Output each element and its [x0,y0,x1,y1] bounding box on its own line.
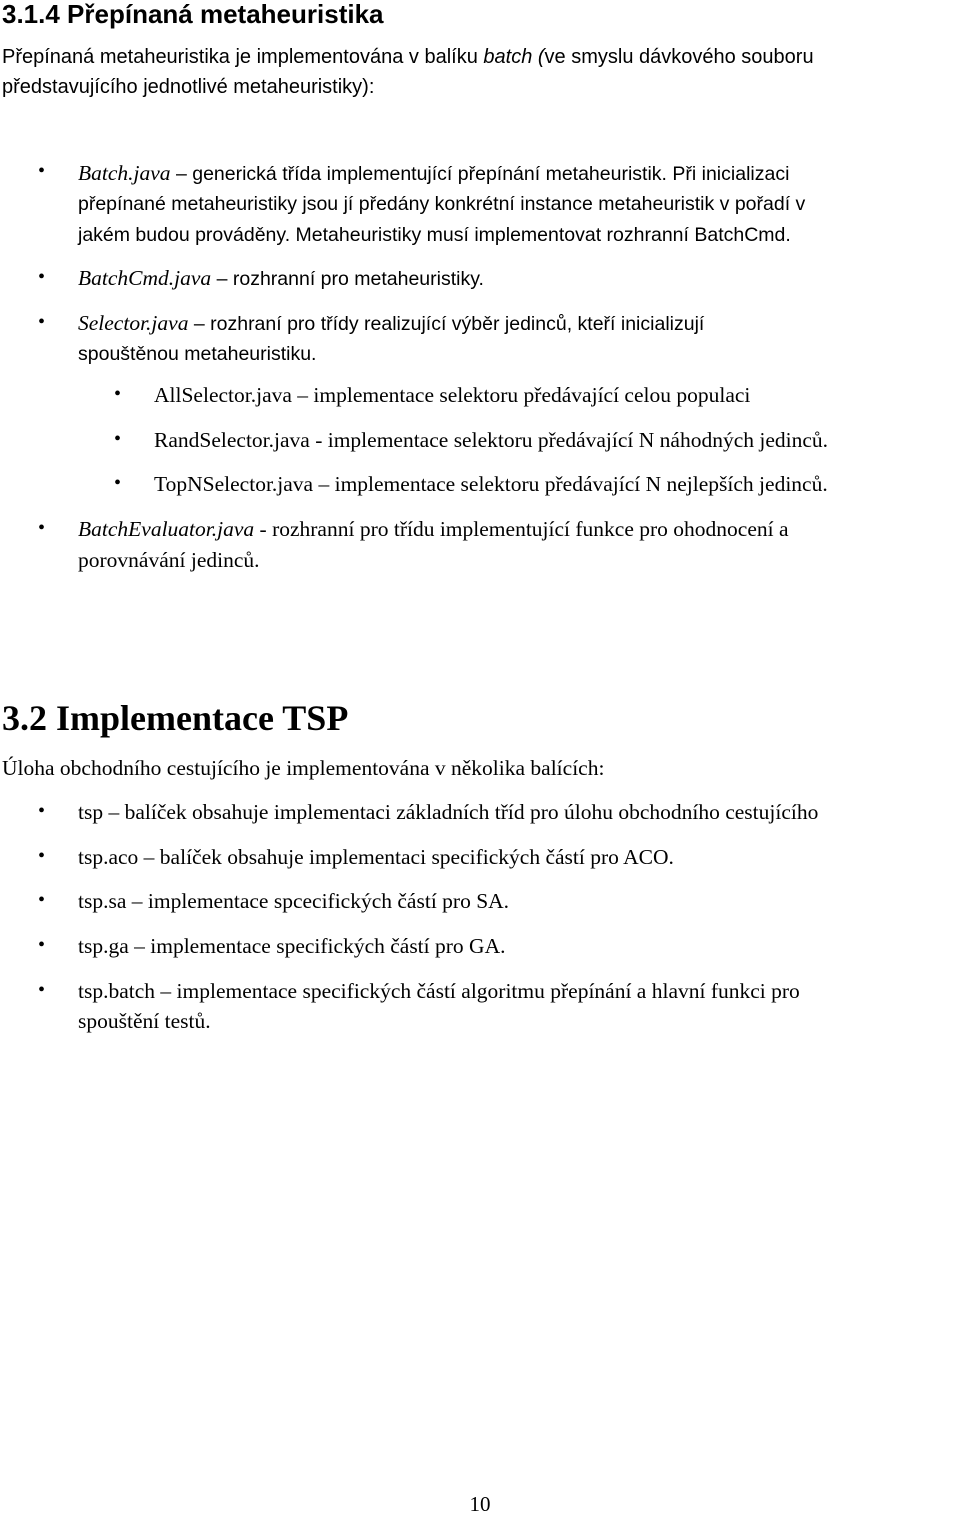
sub-list-item: RandSelector.java - implementace selektoru předávající N náhodných jedinců. [154,428,829,452]
list-item-filename: BatchEvaluator.java [78,517,255,541]
list-item: tsp.ga – implementace specifických částí pro GA. [78,934,506,958]
bullet-icon: • [114,428,122,450]
intro-paragraph [2,42,952,102]
bullet-icon: • [38,311,46,333]
list-item [78,263,484,295]
list-item-filename: BatchCmd.java [78,266,212,290]
bullet-icon: • [38,517,46,539]
sub-list-item: TopNSelector.java – implementace selektoru předávající N nejlepších jedinců. [154,472,828,496]
list-item-text: – generická třída implementující přepínání metaheuristik. Při inicializaci [170,163,790,185]
bullet-icon: • [38,845,46,867]
list-item-text: porovnávání jedinců. [78,548,260,572]
bullet-icon: • [114,383,122,405]
bullet-icon: • [38,266,46,288]
list-item: tsp.aco – balíček obsahuje implementaci specifických částí pro ACO. [78,845,674,869]
intro-italic-text: batch ( [483,46,545,68]
list-item-text: jakém budou prováděny. Metaheuristiky musí implementovat rozhranní BatchCmd. [78,224,791,246]
bullet-icon: • [38,160,46,182]
intro-text-end: ve smyslu dávkového souboru představujícího jednotlivé metaheuristiky): [2,46,814,98]
list-item: tsp – balíček obsahuje implementaci základních tříd pro úlohu obchodního cestujícího [78,800,819,824]
bullet-icon: • [38,979,46,1001]
list-item: tsp.batch – implementace specifických částí algoritmu přepínání a hlavní funkci pro [78,979,800,1003]
section-intro: Úloha obchodního cestujícího je implementována v několika balících: [2,756,605,780]
list-item-text: spouštění testů. [78,1009,211,1033]
sub-list-item: AllSelector.java – implementace selektoru předávající celou populaci [154,383,751,407]
list-item-filename: Batch.java [78,161,171,185]
list-item [78,514,789,544]
bullet-icon: • [114,472,122,494]
list-item [78,158,789,190]
intro-text: Přepínaná metaheuristika je implementována v balíku [2,46,484,68]
list-item-text: – rozhraní pro třídy realizující výběr jedinců, kteří inicializují [188,313,705,335]
list-item-text: přepínané metaheuristiky jsou jí předány konkrétní instance metaheuristik v pořadí v [78,193,806,215]
list-item-text: spouštěnou metaheuristiku. [78,343,317,365]
section-heading: 3.2 Implementace TSP [2,698,349,738]
list-item [78,308,704,340]
bullet-icon: • [38,889,46,911]
list-item-text: - rozhranní pro třídu implementující funkce pro ohodnocení a [254,517,789,541]
bullet-icon: • [38,934,46,956]
list-item-text: – rozhranní pro metaheuristiky. [211,268,484,290]
page-number: 10 [469,1492,491,1516]
list-item: tsp.sa – implementace spcecifických částí pro SA. [78,889,510,913]
bullet-icon: • [38,800,46,822]
list-item-filename: Selector.java [78,311,189,335]
section-heading: 3.1.4 Přepínaná metaheuristika [2,0,384,29]
